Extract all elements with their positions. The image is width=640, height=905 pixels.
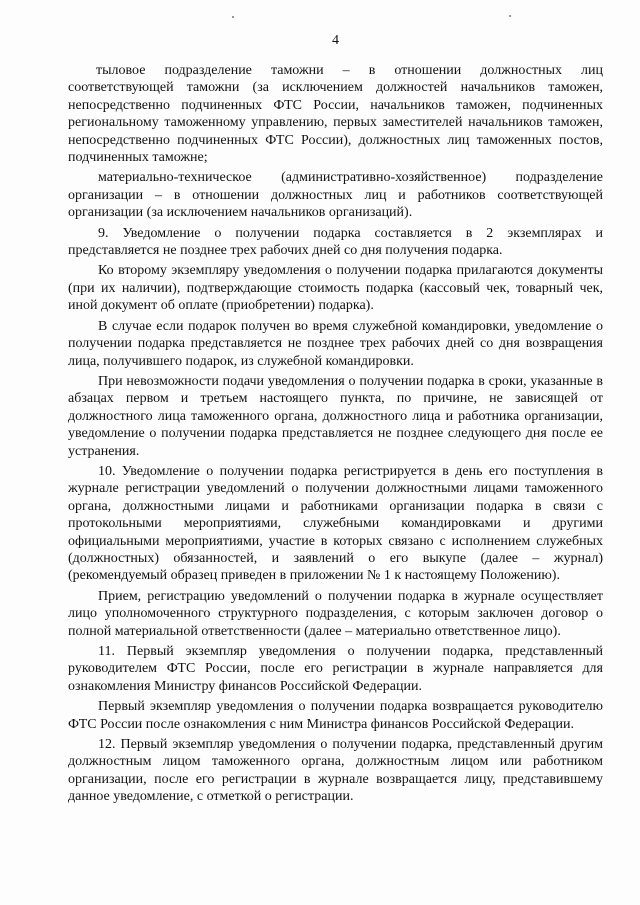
paragraph: Первый экземпляр уведомления о получении подарка возвращается руководителю ФТС России после ознакомления с ним Министра финансов Российской Федерации.: [68, 699, 603, 732]
paragraph: 9. Уведомление о получении подарка составляется в 2 экземплярах и представляется не позднее трех рабочих дней со дня получения подарка.: [68, 225, 603, 259]
paragraph: Прием, регистрацию уведомлений о получении подарка в журнале осуществляет лицо уполномоченного структурного подразделения, с которым заключен договор о полной материальной ответственности (далее – материально ответственное лицо).: [68, 588, 603, 639]
paragraph: 12. Первый экземпляр уведомления о получении подарка, представленный другим должностным лицом таможенного органа, должностным лицом или работником организации, после его регистрации в журнале возвращается лицу, представившему данное уведомление, с отметкой о регистрации.: [68, 737, 603, 805]
paragraph: При невозможности подачи уведомления о получении подарка в сроки, указанные в абзацах первом и третьем настоящего пункта, по причине, не зависящей от должностного лица таможенного органа, должностного лица и работника организации, уведомление о получении подарка представляется не позднее следующего дня после ее устранения.: [68, 373, 603, 459]
paragraph: Ко второму экземпляру уведомления о получении подарка прилагаются документы (при их наличии), подтверждающие стоимость подарка (кассовый чек, товарный чек, иной документ об оплате (приобретении) подарка).: [68, 263, 603, 314]
document-body: [68, 62, 603, 806]
page-number: 4: [332, 33, 339, 48]
paragraph: тыловое подразделение таможни – в отношении должностных лиц соответствующей таможни (за исключением должностей начальников таможен, непосредственно подчиненных ФТС России, начальников таможен, подчиненных региональному таможенному управлению, первых заместителей начальников таможен, непосредственно подчиненных ФТС России), должностных лиц таможенных постов, подчиненных таможне;: [68, 63, 603, 166]
paragraph: 11. Первый экземпляр уведомления о получении подарка, представленный руководителем ФТС России, после его регистрации в журнале направляется для ознакомления Министру финансов Российской Федерации.: [68, 644, 603, 694]
scan-speck: [509, 15, 511, 17]
paragraph: материально-техническое (административно-хозяйственное) подразделение организации – в отношении должностных лиц и работников соответствующей организации (за исключением начальников организаций).: [68, 170, 603, 221]
paragraph: В случае если подарок получен во время служебной командировки, уведомление о получении подарка представляется не позднее трех рабочих дней со дня возвращения лица, получившего подарок, из служебной командировки.: [68, 318, 603, 369]
paragraph: 10. Уведомление о получении подарка регистрируется в день его поступления в журнале регистрации уведомлений о получении должностными лицами таможенного органа, должностными лицами и работниками организации подарка в связи с протокольными мероприятиями, служебными командировками и другими официальными мероприятиями, участие в которых связано с исполнением служебных (должностных) обязанностей, и заявлений о его выкупе (далее – журнал) (рекомендуемый образец приведен в приложении № 1 к настоящему Положению).: [68, 463, 603, 584]
scan-speck: [232, 16, 234, 18]
